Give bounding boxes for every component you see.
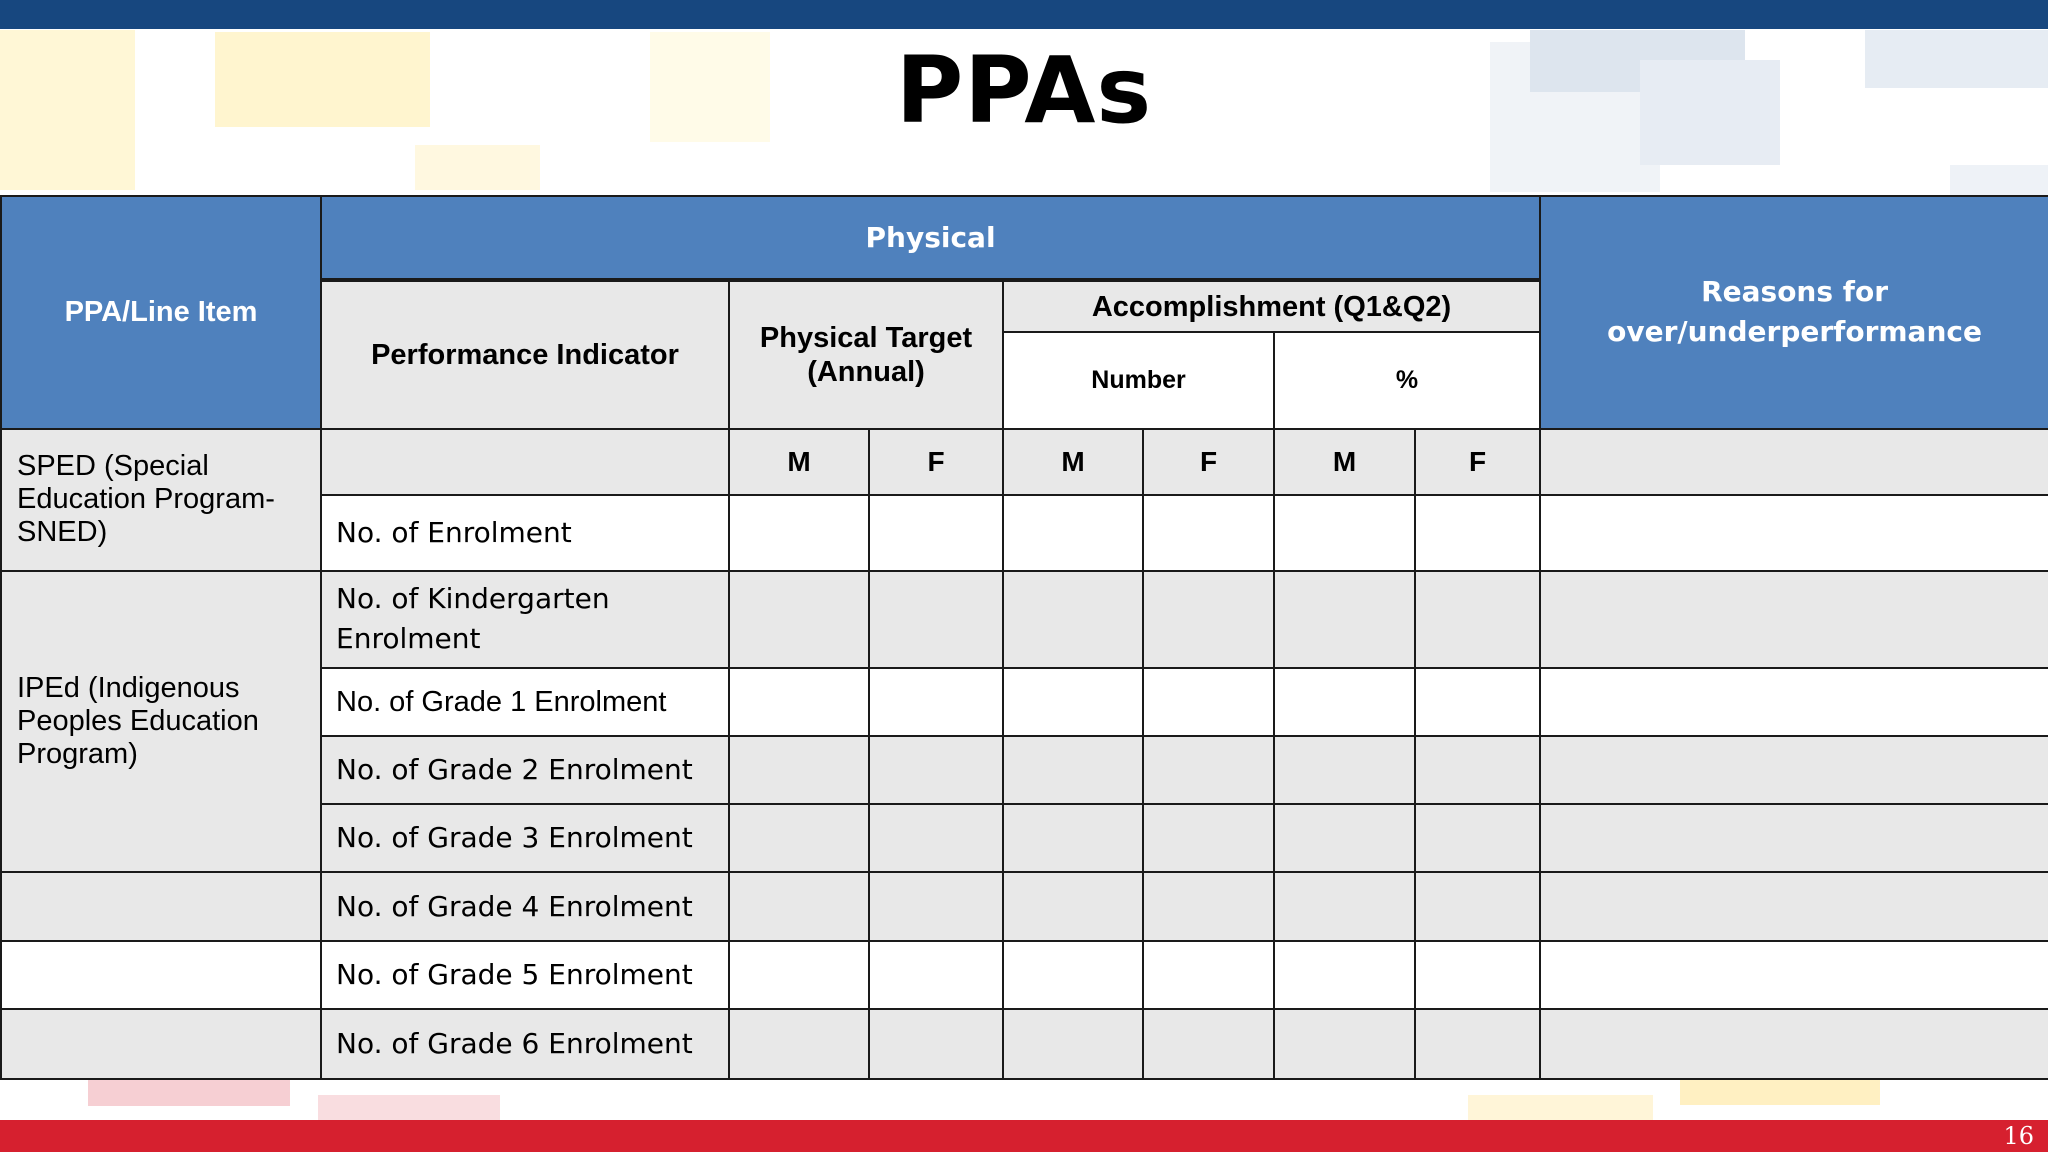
data-cell xyxy=(1415,872,1540,940)
data-cell xyxy=(1274,941,1415,1009)
data-cell xyxy=(1143,941,1274,1009)
header-percent: % xyxy=(1274,332,1540,428)
data-cell xyxy=(1415,1009,1540,1079)
indicator-grade-4: No. of Grade 4 Enrolment xyxy=(321,872,729,940)
data-cell xyxy=(1415,736,1540,804)
reasons-cell xyxy=(1540,571,2048,668)
decor-square xyxy=(415,145,540,190)
data-cell xyxy=(729,668,869,736)
header-reasons: Reasons for over/underperformance xyxy=(1540,196,2048,429)
data-cell xyxy=(1274,736,1415,804)
reasons-cell xyxy=(1540,804,2048,872)
indicator-grade-6: No. of Grade 6 Enrolment xyxy=(321,1009,729,1079)
data-cell xyxy=(1274,1009,1415,1079)
reasons-cell xyxy=(1540,941,2048,1009)
data-cell xyxy=(1003,872,1143,940)
data-cell xyxy=(869,668,1003,736)
gender-f-number: F xyxy=(1143,429,1274,495)
decor-square xyxy=(1468,1095,1653,1120)
top-color-bar xyxy=(0,0,2048,29)
data-cell xyxy=(869,736,1003,804)
data-cell xyxy=(1003,571,1143,668)
decor-square xyxy=(318,1095,500,1120)
header-performance-indicator: Performance Indicator xyxy=(321,280,729,428)
gender-f-target: F xyxy=(869,429,1003,495)
data-cell xyxy=(1274,668,1415,736)
data-cell xyxy=(869,495,1003,571)
indicator-kindergarten: No. of Kindergarten Enrolment xyxy=(321,571,729,668)
data-cell xyxy=(729,804,869,872)
gender-m-number: M xyxy=(1003,429,1143,495)
data-cell xyxy=(869,941,1003,1009)
program-cell-empty xyxy=(1,1009,321,1079)
data-cell xyxy=(729,571,869,668)
data-cell xyxy=(729,1009,869,1079)
page-title: PPAs xyxy=(895,37,1153,144)
data-cell xyxy=(1274,571,1415,668)
data-cell xyxy=(1143,804,1274,872)
data-cell xyxy=(729,736,869,804)
data-cell xyxy=(1274,872,1415,940)
header-accomplishment: Accomplishment (Q1&Q2) xyxy=(1003,280,1540,332)
data-cell xyxy=(1143,668,1274,736)
program-cell-empty xyxy=(1,872,321,940)
data-cell xyxy=(729,495,869,571)
program-cell-empty xyxy=(1,941,321,1009)
indicator-grade-5: No. of Grade 5 Enrolment xyxy=(321,941,729,1009)
data-cell xyxy=(1415,804,1540,872)
data-cell xyxy=(1003,495,1143,571)
data-cell xyxy=(1143,571,1274,668)
page-number: 16 xyxy=(2003,1122,2034,1150)
data-cell xyxy=(869,1009,1003,1079)
reasons-cell xyxy=(1540,668,2048,736)
reasons-cell xyxy=(1540,495,2048,571)
reasons-cell xyxy=(1540,1009,2048,1079)
data-cell xyxy=(1415,941,1540,1009)
gender-f-percent: F xyxy=(1415,429,1540,495)
ppa-table xyxy=(0,195,2048,1080)
decor-square xyxy=(1950,165,2048,195)
bottom-color-bar xyxy=(0,1120,2048,1152)
reasons-cell xyxy=(1540,872,2048,940)
data-cell xyxy=(1003,668,1143,736)
header-physical-target: Physical Target (Annual) xyxy=(729,280,1003,428)
header-physical: Physical xyxy=(321,196,1540,280)
decor-square xyxy=(88,1080,290,1106)
reasons-cell xyxy=(1540,736,2048,804)
data-cell xyxy=(729,872,869,940)
data-cell xyxy=(1143,1009,1274,1079)
data-cell xyxy=(1274,804,1415,872)
gender-m-target: M xyxy=(729,429,869,495)
indicator-enrolment: No. of Enrolment xyxy=(321,495,729,571)
data-cell xyxy=(869,571,1003,668)
data-cell xyxy=(1415,668,1540,736)
data-cell xyxy=(1143,736,1274,804)
data-cell xyxy=(1143,872,1274,940)
gender-m-percent: M xyxy=(1274,429,1415,495)
data-cell xyxy=(869,872,1003,940)
data-cell xyxy=(1415,571,1540,668)
decor-square xyxy=(1680,1080,1880,1105)
data-cell xyxy=(1003,941,1143,1009)
indicator-cell-empty xyxy=(321,429,729,495)
data-cell xyxy=(1003,1009,1143,1079)
data-cell xyxy=(869,804,1003,872)
indicator-grade-2: No. of Grade 2 Enrolment xyxy=(321,736,729,804)
data-cell xyxy=(1003,736,1143,804)
data-cell xyxy=(729,941,869,1009)
indicator-grade-3: No. of Grade 3 Enrolment xyxy=(321,804,729,872)
program-sped: SPED (Special Education Program-SNED) xyxy=(1,429,321,571)
data-cell xyxy=(1415,495,1540,571)
header-number: Number xyxy=(1003,332,1274,428)
data-cell xyxy=(1143,495,1274,571)
data-cell xyxy=(1003,804,1143,872)
reasons-cell xyxy=(1540,429,2048,495)
program-iped: IPEd (Indigenous Peoples Education Program) xyxy=(1,571,321,873)
indicator-grade-1: No. of Grade 1 Enrolment xyxy=(321,668,729,736)
data-cell xyxy=(1274,495,1415,571)
header-ppa-line-item: PPA/Line Item xyxy=(1,196,321,429)
